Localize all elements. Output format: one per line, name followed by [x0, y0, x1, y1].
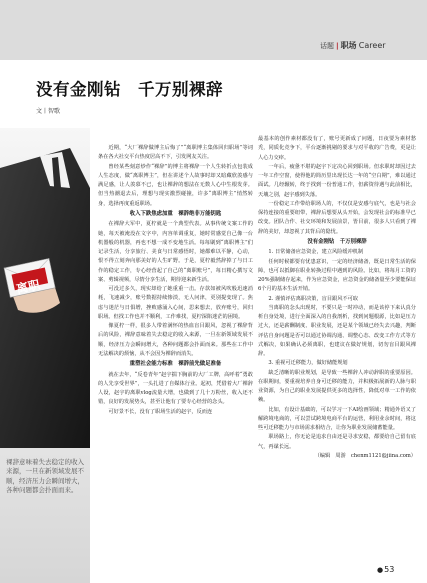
section-tag [320, 40, 386, 51]
paragraph: 像夏柠一样，很多人带着满怀的热血盲目跟风，忽视了裸辞背后的风险，裸辞意味着失去稳定的收入来源，一旦在新领域发展不顺，经济压力会瞬间增大，各种问题都会扑面而来。那些在工作中无法解决的烦恼，从不会因为裸辞而消失。 [98, 323, 253, 357]
section-label: 话题 [320, 42, 334, 50]
resignation-photo [0, 128, 90, 448]
section-name-cn: 职场 [340, 41, 357, 50]
article-author: 文丨智歌 [36, 108, 61, 115]
section-name-en: Career [358, 41, 386, 50]
resignation-sign: 离职 [14, 277, 42, 297]
paragraph: 当离职的念头出现时，不要只是一时冲动，而是该停下来认真分析自身处境，进行全面深入的自我剖析，找到问题根源，比如是压力过大，还是薪酬制度、职业发展，还是某个领域已经失去兴趣，判断评估自身问题是否可以通过协调沟通、调整心态、改变工作方式等方式解决，如果确认必须离职，也建议在做好规划，切勿盲目跟风裸辞。 [258, 304, 416, 358]
paragraph: 比如，有设计基础的，可以学习一下AI绘画领域；精通外语又了解跨境电商的，可以尝试跨境电商平台的运营，利用业余时间，将这些可迁移能力与市场需求相结合，让你为职业发展储蓄能量。 [258, 406, 416, 432]
section-separator: | [336, 42, 339, 50]
paragraph: 曾经某些刻意炒作“裸辞”的博主将裸辞一个人生转折点包装成人生态度，做“离职博主”，但在讲述个人故事时却又暗藏欣羡感与满足感，让人羡慕不已，也让裸辞的想法在无数人心中生根发芽。但当热潮退去后，理想与现实激烈碰撞，许多“离职博主”悄然转身，选择再度重返职场。 [98, 163, 253, 207]
paragraph: 任何时候都要有忧患意识，一定的经济储备，既是日常生活的保障，也可以抵御在职业转换过程中遇到的风险。比如，将每月工资的20%强制储存起来，作为应急资金，应急资金的储备量至少要能保证6个月的基本生活开销。 [258, 258, 416, 293]
list-heading: 1. 日常储备应急资金，建立风险缓冲机制 [268, 249, 364, 256]
paragraph: 可没过多久，现实却给了她重重一击。存款如被风吹般迅速消耗，飞速减少，账号数据持续惨淡，无人问津，更别提变现了。焦虑与迷茫与日俱增，挫败感涌入心间，思来想去，放弃账号，回归职场。但找工作也并不顺利，工作难找，夏柠深陷迷茫的困境。 [98, 286, 253, 320]
subheading: 没有金刚钻 千万别裸辞 [307, 238, 367, 245]
subheading: 重塑社会能力标准 裸辞前先做足准备 [129, 361, 222, 368]
paragraph: 缺乏清晰的职业规划，是导致一些裸辞人冲动辞职的重要原因。在职期间，要重视培养自身可迁移的能力，并积极拓展新的人脉与职业资源，为自己的职业发展提供更多的选择性，降低对单一工作的依赖。 [258, 369, 416, 404]
article-column-2 [258, 135, 416, 461]
paragraph: 职场路上，你无论是追求自由还是寻求安稳，都要给自己留有底气，再谋长远。 [258, 434, 416, 450]
page-number-value: 53 [384, 565, 395, 574]
bullet-icon: ● [377, 566, 384, 574]
paragraph: 就在去年，“反卷青年”赵宇揣下胸前的大厂工牌，高呼着“勇敢的人先享受世界”，一头扎进了自媒体行业。起初，凭借着大厂裸辞人设，赵宇的离职vlog流量大增，也做到了几十万粉丝，收入还不错，良好的发展势头，甚至让他有了要专心经营的念头。 [98, 371, 253, 406]
paragraph: 可好景不长，没有了职场生活的赵宇，反而连 [108, 408, 213, 415]
paragraph: 一份稳定工作带给职场人的，不仅仅是安感与底气，也是与社会保持连接的重要纽带，裸辞后想要从头开始，会发现社会的标准早已改变。团队合作、社交环境和发展前景，皆目前，很多人只看到了裸辞的美好，却忽视了其背后的隐忧。 [258, 200, 416, 235]
paragraph: 一年后，疲惫不堪的赵宇下定决心回到职场。但求职时却因过去一年工作空窗，使得他的简历里出现长达一年的“空白期”，难以通过面试。几经辗转，终于找到一份普通工作，但薪资待遇与此前相比，天壤之别，赵宇感到失落。 [258, 163, 416, 198]
subheading: 收入下跌焦虑加重 裸辞绝非万能钥匙 [129, 210, 222, 217]
article-title: 没有金刚钻 千万别裸辞 [36, 80, 223, 99]
header-band [0, 0, 427, 60]
paragraph: 在裸辞大军中，夏柠就是一个典型代表。从事传统文案工作的她，每天被淹没在文字中，内容单调重复，她时常感觉自己像一台机器般的机器，再也不想一成不变地生活。每每刷到“离职博主”们记录生活，分享旅行、美食与日常感悟时，她都难以平静，心动，恨不得立刻奔向那美好的人生旷野。于是，夏柠毅然辞掉了与日工作的稳定工作，专心经营起了自己的“离职账号”，每日精心撰写文案、剪辑视频，尽情分享生活，期待迎来新生活。 [98, 221, 253, 283]
article-column-1 [98, 144, 253, 417]
list-heading: 3. 重视可迁移能力，做好储能规划 [268, 360, 348, 367]
illustration-panel [0, 128, 90, 583]
photo-caption: 裸辞意味着失去稳定的收入来源，一旦在新领域发展不顺，经济压力会瞬间增大，各种问题都会扑面而来。 [6, 458, 84, 495]
editor-credit: （编辑 周游 chenm1121@jiina.com） [314, 452, 416, 459]
page-number [377, 565, 394, 574]
list-heading: 2. 谨慎评估离职决策，盲目跟风不可取 [268, 295, 358, 302]
paragraph: 最基本的创作素材都没有了，账号更新成了问题，日夜要为素材愁秃，同质化竞争下，平台逐渐挑剔的要求与对平收的广告费，更是让人心力交瘁。 [258, 136, 416, 161]
paragraph: 近期，“大厂裸辞做博主后悔了”“离职博主集体回归职场”等词条在各大社交平台热度居高不下，引发网友关注。 [98, 145, 253, 161]
